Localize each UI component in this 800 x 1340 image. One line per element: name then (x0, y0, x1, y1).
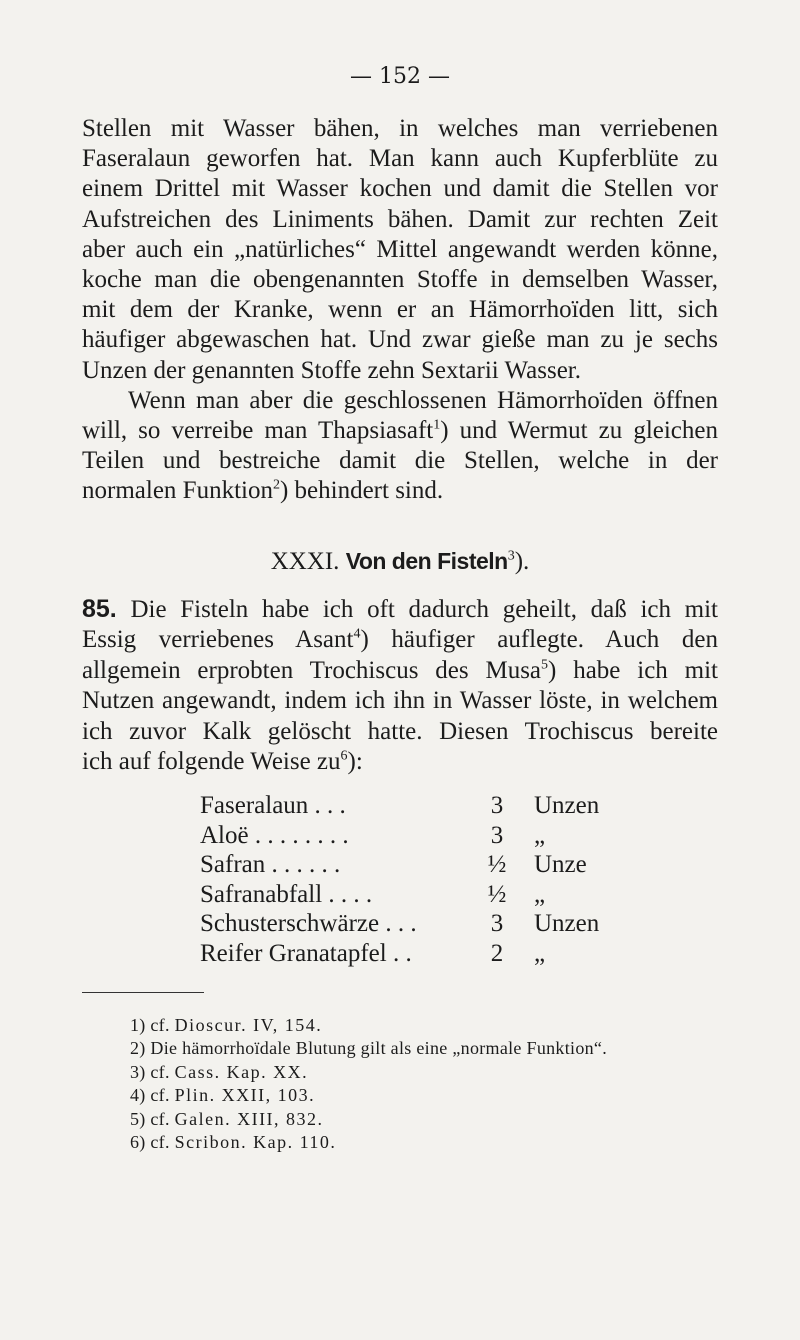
heading-number: XXXI. (270, 548, 340, 575)
ingredient-name: Reifer Granatapfel . . (200, 939, 412, 967)
body-line: aber auch ein „natürliches“ Mittel angewandt werden könne, (82, 235, 718, 263)
body-line: Wenn man aber die geschlossenen Hämorrhoïden öffnen (128, 386, 718, 414)
footnote-number: 5) cf. (130, 1108, 170, 1129)
ingredient-unit: „ (534, 821, 546, 849)
ingredient-unit: „ (534, 880, 546, 908)
recipe-row (200, 851, 620, 881)
footnote-text: Cass. Kap. XX. (174, 1061, 309, 1082)
body-line: einem Drittel mit Wasser kochen und damit die Stellen vor (82, 175, 718, 203)
body-line (82, 747, 718, 777)
body-line (82, 625, 718, 655)
footnote (130, 1108, 730, 1131)
text-run: Essig verriebenes Asant (82, 626, 354, 654)
section-heading (0, 548, 800, 576)
ingredient-quantity: 3 (490, 821, 504, 849)
ingredient-unit: „ (534, 939, 546, 967)
text-run: Die Fisteln habe ich oft dadurch geheilt, daß ich mit (130, 596, 718, 623)
paragraph-number: 85. (82, 595, 117, 623)
footnote-number: 4) cf. (130, 1085, 170, 1106)
footnote-number: 2) (130, 1038, 146, 1059)
body-line: Aufstreichen des Liniments bähen. Damit zur rechten Zeit (82, 205, 718, 233)
body-line (82, 416, 718, 446)
footnote-ref: 4 (353, 627, 361, 643)
body-line: Faseralaun geworfen hat. Man kann auch Kupferblüte zu (82, 145, 718, 173)
body-text (82, 114, 718, 507)
text-run: ): (347, 748, 363, 776)
page-number: — 152 — (350, 64, 450, 89)
footnote-ref: 1 (433, 417, 441, 433)
ingredient-quantity: ½ (487, 851, 507, 878)
footnote (130, 1084, 730, 1107)
footnote-number: 3) cf. (130, 1061, 170, 1082)
footnote-divider (82, 992, 204, 993)
ingredient-quantity: ½ (487, 880, 507, 908)
text-run: will, so verreibe man Thapsiasaft (82, 417, 434, 445)
text-run: ) häufiger auflegte. Auch den (360, 626, 718, 654)
ingredient-unit: Unze (534, 851, 587, 878)
footnote-text: Galen. XIII, 832. (174, 1108, 324, 1129)
body-line: Unzen der genannten Stoffe zehn Sextarii Wasser. (82, 356, 581, 384)
footnote (130, 1061, 730, 1084)
recipe-row (200, 910, 620, 940)
footnote-text: Plin. XXII, 103. (174, 1085, 316, 1106)
ingredient-unit: Unzen (534, 910, 600, 937)
recipe-row (200, 940, 620, 970)
body-line (82, 476, 718, 506)
body-line: mit dem der Kranke, wenn er an Hämorrhoïden litt, sich (82, 296, 718, 324)
footnote-ref: 5 (541, 657, 549, 673)
footnotes (130, 1014, 730, 1154)
footnote-text: Scribon. Kap. 110. (174, 1132, 337, 1153)
ingredient-name: Faseralaun . . . (200, 792, 346, 819)
footnote-ref: 3 (507, 548, 515, 564)
footnote-number: 6) cf. (130, 1132, 170, 1153)
ingredient-unit: Unzen (534, 792, 600, 819)
body-line: ich zuvor Kalk gelöscht hatte. Diesen Trochiscus bereite (82, 717, 718, 745)
text-run: ich auf folgende Weise zu (82, 748, 341, 776)
recipe-row (200, 881, 620, 911)
footnote-text: Die hämorrhoïdale Blutung gilt als eine „normale Funktion“. (150, 1038, 608, 1059)
ingredient-name: Safranabfall . . . . (200, 880, 373, 908)
body-line (82, 656, 718, 686)
ingredient-quantity: 3 (490, 910, 504, 937)
text-run: normalen Funktion (82, 477, 273, 505)
heading-title: Von den Fisteln (345, 548, 508, 574)
footnote-ref: 2 (272, 478, 280, 494)
text-run: ) und Wermut zu gleichen (440, 417, 718, 445)
footnote-number: 1) cf. (130, 1015, 170, 1035)
body-line: Stellen mit Wasser bähen, in welches man verriebenen (82, 115, 718, 142)
section-85 (82, 594, 718, 777)
heading-tail: ). (514, 548, 530, 575)
ingredient-name: Aloë . . . . . . . . (200, 821, 349, 849)
recipe-list (200, 792, 620, 969)
ingredient-name: Safran . . . . . . (200, 851, 341, 878)
ingredient-name: Schusterschwärze . . . (200, 910, 417, 937)
footnote (130, 1014, 730, 1037)
text-run: ) behindert sind. (279, 477, 444, 505)
ingredient-quantity: 2 (490, 939, 504, 967)
body-line: koche man die obengenannten Stoffe in demselben Wasser, (82, 266, 718, 294)
text-run: ) habe ich mit (548, 656, 718, 684)
body-line: häufiger abgewaschen hat. Und zwar gieße man zu je sechs (82, 326, 718, 354)
text-run: allgemein erprobten Trochiscus des Musa (82, 656, 542, 684)
footnote (130, 1037, 730, 1060)
body-line (82, 594, 718, 625)
body-line: Teilen und bestreiche damit die Stellen, welche in der (82, 447, 718, 475)
ingredient-quantity: 3 (490, 792, 504, 819)
body-line: Nutzen angewandt, indem ich ihn in Wasser löste, in welchem (82, 687, 718, 715)
footnote-text: Dioscur. IV, 154. (174, 1015, 323, 1035)
footnote-ref: 6 (340, 748, 348, 764)
recipe-row (200, 822, 620, 852)
footnote (130, 1131, 730, 1154)
recipe-row (200, 792, 620, 822)
